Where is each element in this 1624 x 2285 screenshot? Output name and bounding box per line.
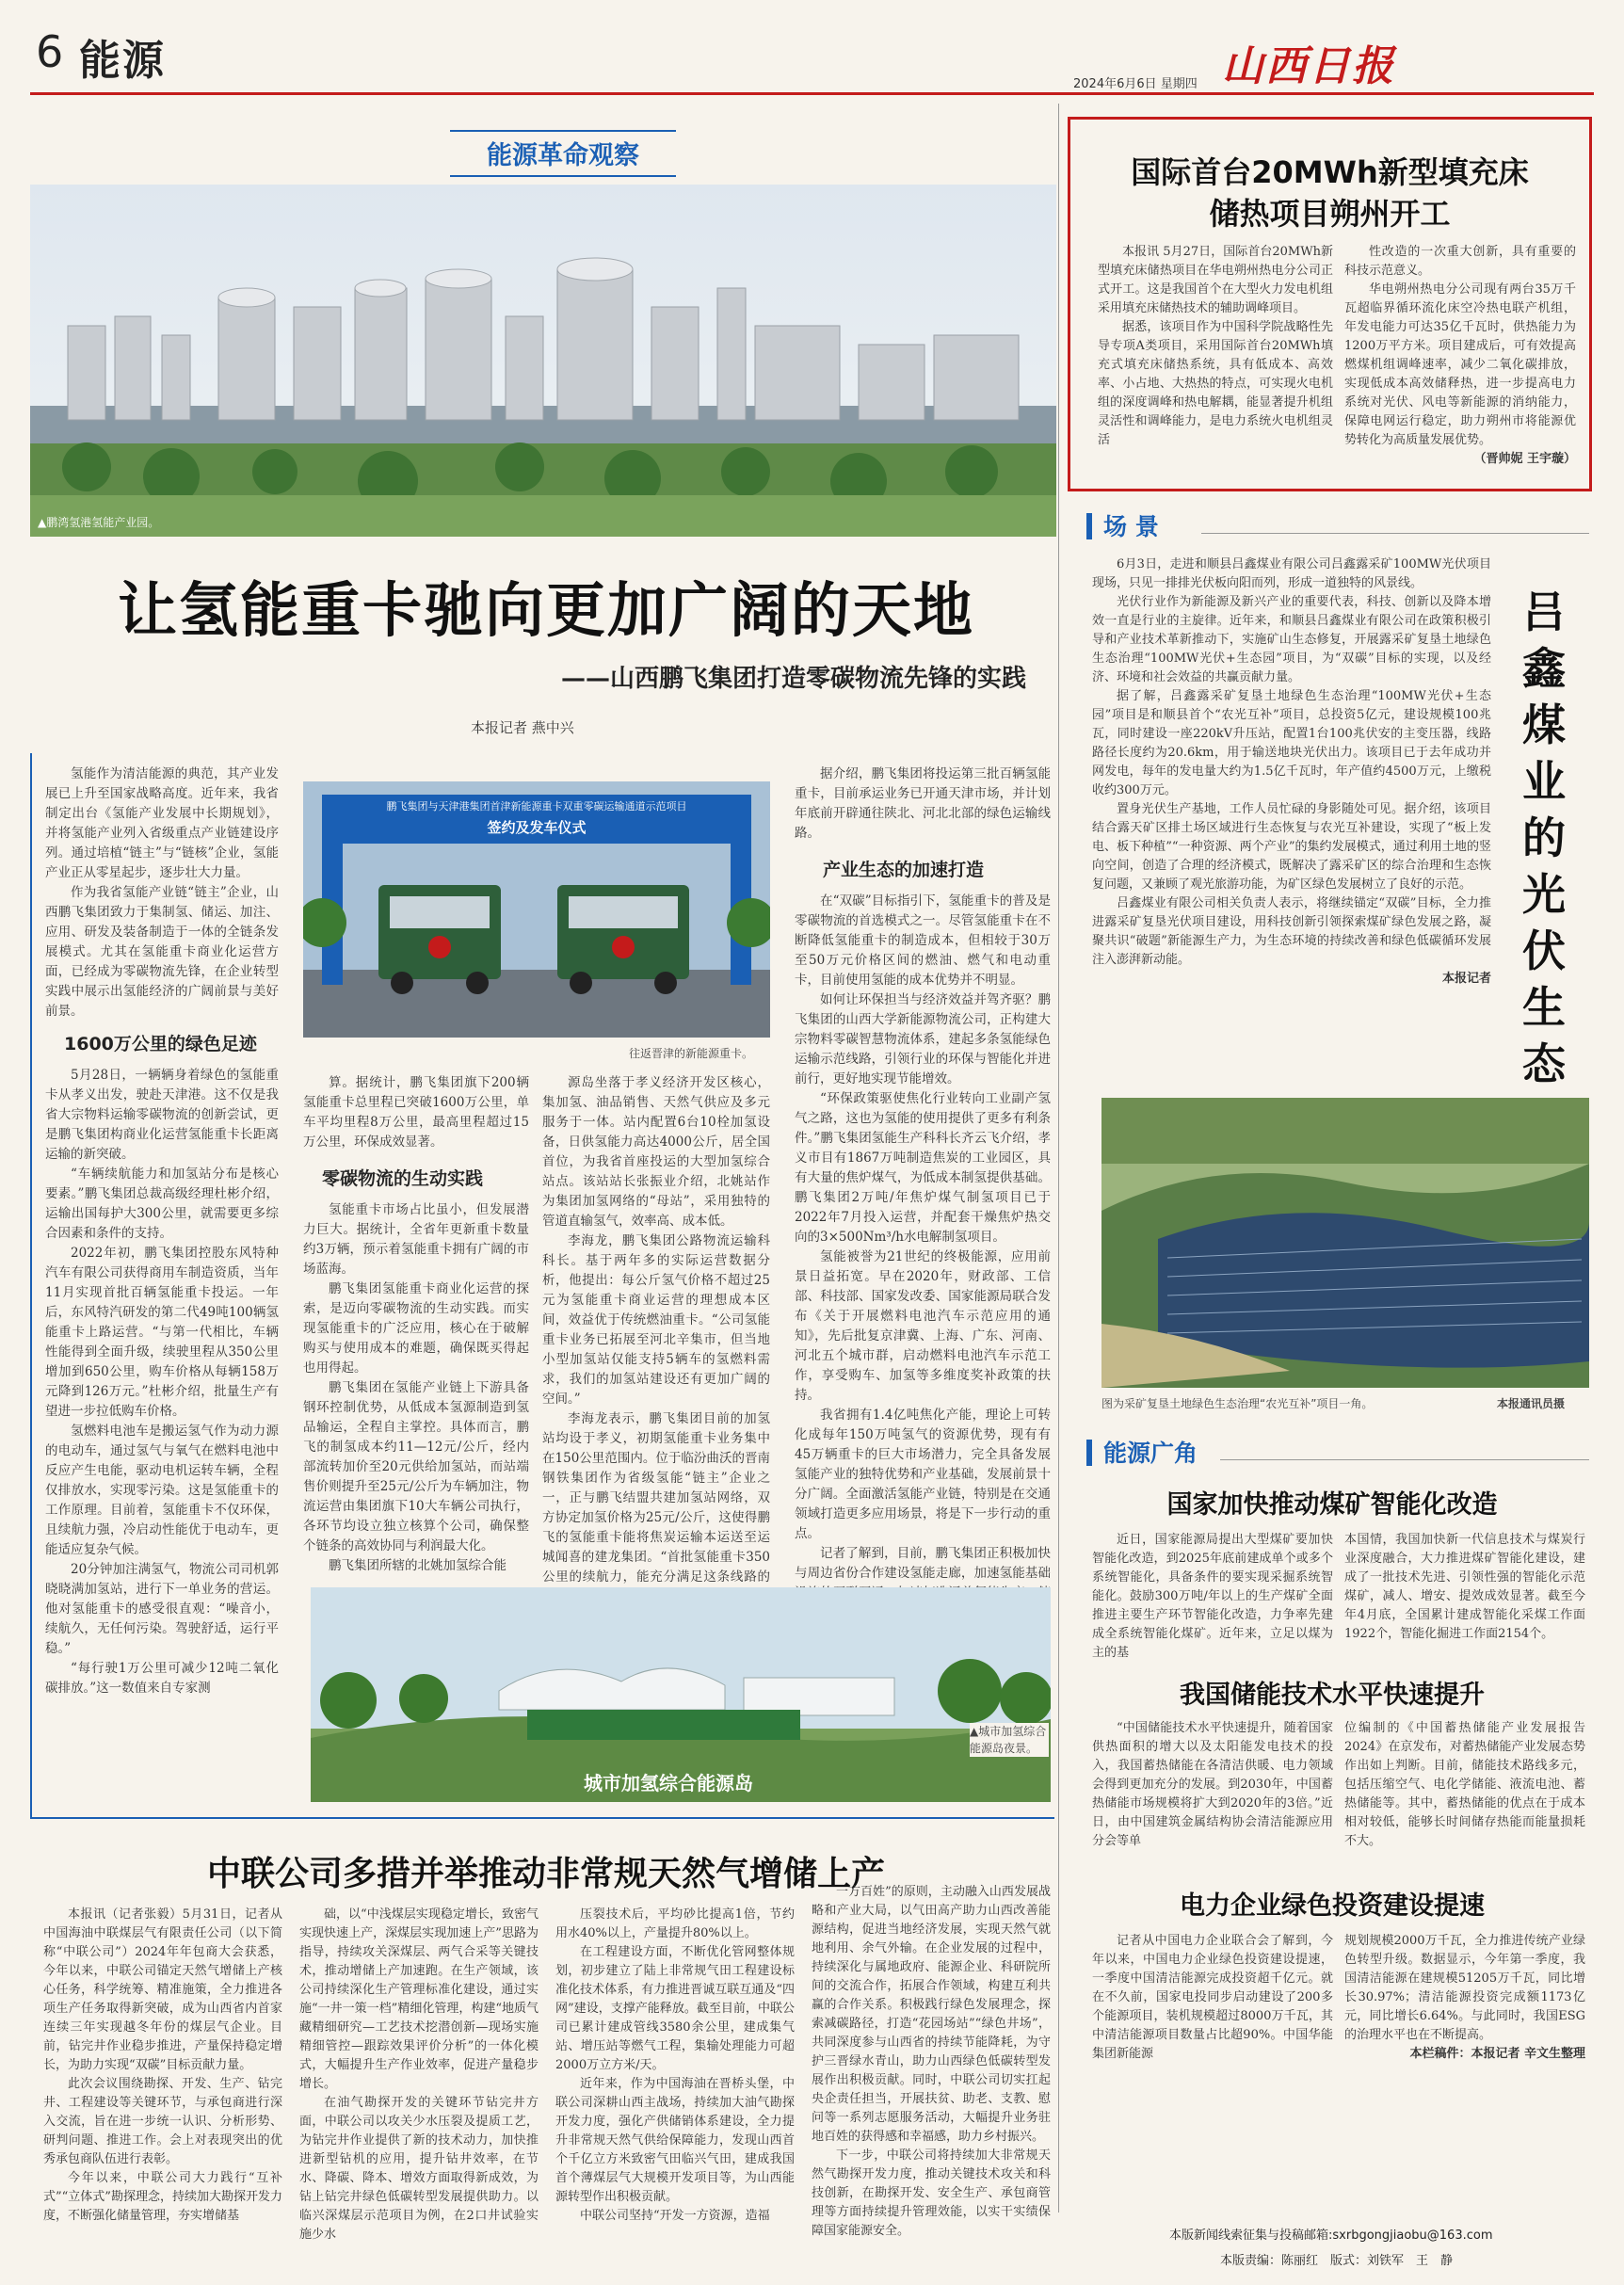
paragraph: 我省拥有1.4亿吨焦化产能，理论上可转化成每年150万吨氢气的资源优势，现有有45万辆重卡的巨大市场潜力，完全具备发展氢能产业的独特优势和产业基础，发展前景十分广阔。全面激活氢能产业链，特别是在交通领域打造更多应用场景，将是下一步行动的重点。 — [795, 1408, 1051, 1541]
box-byline: （晋帅妮 王宇璇） — [1473, 452, 1576, 466]
scene-body — [1092, 555, 1491, 989]
main-col-3 — [542, 1073, 770, 1607]
box-headline-line2: 储热项目朔州开工 — [1209, 196, 1451, 232]
paragraph: 据悉，该项目作为中国科学院战略性先导专项A类项目，采用国际首台20MWh填充式填充床储热系统，具有低成本、高效率、小占地、大热热的特点，可实现火电机组的深度调峰和热电解耦，能显著提升机组灵活性和调峰能力，是电力系统火电机组灵活 — [1098, 320, 1333, 447]
paragraph: 据介绍，鹏飞集团将投运第三批百辆氢能重卡，目前承运业务已开通天津市场，并计划年底前开辟通往陕北、河北北部的绿色运输线路。 — [795, 766, 1051, 841]
main-article-left-rule — [30, 753, 32, 1817]
paragraph: 作为我省氢能产业链“链主”企业，山西鹏飞集团致力于集制氢、储运、加注、应用、研发及装备制造于一体的全链条发展模式。尤其在氢能重卡商业化运营方面，已经成为零碳物流先锋，在企业转型实践中展示出氢能经济的广阔前景与美好前景。 — [45, 885, 279, 1019]
box-headline-line1: 国际首台20MWh新型填充床 — [1131, 154, 1529, 190]
item2-col2 — [1344, 1719, 1585, 1851]
column-divider — [1058, 104, 1059, 2213]
paragraph: 氢能重卡市场占比虽小，但发展潜力巨大。据统计，全省年更新重卡数量约3万辆，预示着氢能重卡拥有广阔的市场蓝海。 — [303, 1202, 529, 1277]
item1-col2-text: 本国情，我国加快新一代信息技术与煤炭行业深度融合，大力推进煤矿智能化建设，建成了一批技术先进、引领性强的智能化示范煤矿，减人、增安、提效成效显著。截至今年4月底，全国累计建成智能化采煤工作面1922个，智能化掘进工作面2154个。 — [1344, 1533, 1585, 1641]
masthead-rule — [30, 92, 1594, 95]
main-col-4 — [795, 764, 1051, 1643]
truck-photo-caption: 往返晋津的新能源重卡。 — [629, 1047, 754, 1060]
paragraph: 李海龙表示，鹏飞集团目前的加氢站均设于孝义，初期氢能重卡业务集中在150公里范围内。位于临汾曲沃的晋南钢铁集团作为省级氢能“链主”企业之一，正与鹏飞结盟共建加氢站网络，双方协定加氢价格为25元/公斤，这使得鹏飞的氢能重卡能将焦炭运输本运送至运城闻喜的建龙集团。“首批氢能重卡350公里的续航力，能充分满足这条线路的 — [542, 1411, 770, 1585]
truck-photo — [303, 781, 770, 1038]
solar-photo — [1101, 1098, 1589, 1388]
hydrogen-park-image — [30, 185, 1056, 537]
main-subheadline: ——山西鹏飞集团打造零碳物流先锋的实践 — [560, 665, 1026, 693]
item3-col2 — [1344, 1932, 1585, 2064]
paragraph: 鹏飞集团氢能重卡商业化运营的探索，是迈向零碳物流的生动实践。而实现氢能重卡的广泛应用，核心在于破解购买与使用成本的难题，确保既买得起也用得起。 — [303, 1281, 529, 1376]
energy-square-tag-bar — [1086, 1440, 1092, 1466]
item1-col2 — [1344, 1531, 1585, 1644]
section-title: 能源 — [79, 37, 166, 85]
energy-square-rule — [1220, 1459, 1589, 1460]
item3-col1-text: 记者从中国电力企业联合会了解到，今年以来，中国电力企业绿色投资建设提速，一季度中国清洁能源完成投资超千亿元。就在不久前，国家电投同步启动建设了200多个能源项目，装机规模超过8000万千瓦，其中清洁能源项目数量占比超90%。中国华能集团新能源 — [1092, 1934, 1333, 2061]
paragraph: 鹏飞集团在氢能产业链上下游具备钢环控制优势，从低成本氢源制造到氢品输运，全程自主掌控。具体而言，鹏飞的制氢成本约11—12元/公斤，经内部流转加价至20元供给加氢站，而站端售价则提升至25元/公斤为车辆加注，物流运营由集团旗下10大车辆公司执行，各环节均设立独立核算个公司，确保整个链条的高效协同与利润最大化。 — [303, 1380, 529, 1553]
paragraph: 压裂技术后，平均砂比提高1倍，节约用水40%以上，产量提升80%以上。 — [555, 1907, 795, 1940]
gas-col-3 — [555, 1906, 795, 2226]
paragraph: 今年以来，中联公司大力践行“互补式”“立体式”勘探理念，持续加大勘探开发力度，不断强化储量管理，夯实增储基 — [43, 2171, 282, 2223]
main-article-bottom-rule — [30, 1817, 1054, 1819]
issue-date: 2024年6月6日 星期四 — [1073, 77, 1198, 91]
paragraph: 鹏飞集团所辖的北姚加氢综合能 — [329, 1558, 506, 1573]
paper-logo: 山西日报 — [1222, 42, 1395, 90]
footer-hotline: 本版新闻线索征集与投稿邮箱:sxrbgongjiaobu@163.com — [1169, 2229, 1493, 2243]
energy-island-caption: ▲城市加氢综合能源岛夜景。 — [970, 1723, 1049, 1757]
column-tag-label: 能源革命观察 — [487, 141, 639, 170]
solar-photo-credit: 本报通讯员摄 — [1497, 1397, 1566, 1410]
item1-col1-text: 近日，国家能源局提出大型煤矿要加快智能化改造，到2025年底前建成单个或多个系统智能化，具备条件的要实现采掘系统智能化。鼓励300万吨/年以上的生产煤矿全面推进主要生产环节智能化改造，力争率先建成全系统智能化煤矿。近年来，立足以煤为主的基 — [1092, 1533, 1333, 1660]
main-col-2 — [303, 1073, 529, 1576]
paragraph: 6月3日，走进和顺县吕鑫煤业有限公司吕鑫露采矿100MW光伏项目现场，只见一排排光伏板向阳而列，形成一道独特的风景线。 — [1092, 557, 1491, 590]
paragraph: 源岛坐落于孝义经济开发区核心，集加氢、油品销售、天然气供应及多元服务于一体。站内配置6台10栓加氢设备，日供氢能力高达4000公斤，居全国首位，为我省首座投运的大型加氢综合站点。该站站长张振业介绍，北姚站作为集团加氢网络的“母站”，采用独特的管道直输氢气，效率高、成本低。 — [542, 1075, 770, 1229]
gas-col-4 — [812, 1883, 1051, 2241]
paragraph: 算。据统计，鹏飞集团旗下200辆氢能重卡总里程已突破1600万公里，单车平均里程8万公里，最高里程超过15万公里，环保成效显著。 — [303, 1075, 529, 1150]
box-col-1 — [1098, 243, 1333, 450]
paragraph: 吕鑫煤业有限公司相关负责人表示，将继续锚定“双碳”目标，全力推进露采矿复垦光伏项目建设，用科技创新引领探索煤矿绿色发展之路，凝聚共识“破题”新能源生产力，为生态环境的持续改善和绿色低碳循环发展注入澎湃新动能。 — [1092, 896, 1491, 967]
paragraph: 一方百姓”的原则，主动融入山西发展战略和产业大局，以气田高产助力山西改善能源结构，促进当地经济发展，实现天然气就地利用、余气外输。在企业发展的过程中，持续深化与属地政府、能源企业、科研院所间的交流合作，拓展合作领域，构建互利共赢的合作关系。积极践行绿色发展理念，探索减碳路径，打造“花园场站”“绿色井场”，共同深度参与山西省的持续节能降耗，为守护三晋绿水青山，助力山西绿色低碳转型发展作出积极贡献。同时，中联公司切实扛起央企责任担当，开展扶贫、助老、支教、慰问等一系列志愿服务活动，大幅提升业务驻地百姓的获得感和幸福感，助力乡村振兴。 — [812, 1885, 1051, 2144]
paragraph: 在油气勘探开发的关键环节钻完井方面，中联公司以攻关少水压裂及提质工艺，为钻完井作业提供了新的技术动力，加快推进新型钻机的应用，提升钻井效率，在节水、降碳、降本、增效方面取得新成效，为钻上钻完井绿色低碳转型发展提供助力。以临兴深煤层示范项目为例，在2口井试验实施少水 — [299, 2096, 539, 2242]
solar-farm-image — [1101, 1098, 1589, 1388]
paragraph: 氢能被誉为21世纪的终极能源，应用前景日益拓宽。早在2020年，财政部、工信部、科技部、国家发改委、国家能源局联合发布《关于开展燃料电池汽车示范应用的通知》，先后批复京津冀、上海、广东、河南、河北五个城市群，启动燃料电池汽车示范工作，享受购车、加氢等多维度奖补政策的扶持。 — [795, 1249, 1051, 1403]
item3-headline: 电力企业绿色投资建设提速 — [1180, 1891, 1485, 1921]
truck-banner-line2: 签约及发车仪式 — [487, 819, 587, 836]
paragraph: 2022年初，鹏飞集团控股东风特种汽车有限公司获得商用车制造资质，当年11月实现首批百辆氢能重卡投运。一年后，东风特汽研发的第二代49吨100辆氢能重卡上路运营。“与第一代相比，车辆性能得到全面升级，续驶里程从350公里增加到650公里，购车价格从每辆158万元降到126万元。”杜彬介绍，批量生产有望进一步拉低购车价格。 — [45, 1246, 279, 1419]
footer-editors: 本版责编：陈丽红 版式：刘铁军 王 静 — [1220, 2254, 1454, 2268]
paragraph: 氢燃料电池车是搬运氢气作为动力源的电动车，通过氢气与氧气在燃料电池中反应产生电能，驱动电机运转车辆，全程仅排放水，实现零污染。这是氢能重卡的工作原理。目前着，氢能重卡不仅环保，且续航力强，冷启动性能优于电动车，更能适应复杂气候。 — [45, 1424, 279, 1557]
energy-square-tag — [1086, 1435, 1198, 1469]
hero-photo-caption: ▲鹏湾氢港氢能产业园。 — [38, 516, 160, 529]
paragraph: 本报讯（记者张毅）5月31日，记者从中国海油中联煤层气有限责任公司（以下简称“中联公司”）2024年年包商大会获悉，今年以来，中联公司锚定天然气增储上产核心任务，科学统筹、精准施策，全力推进各项生产任务取得新突破，成为山西省内首家连续三年实现越冬年份的煤层气企业。目前，钻完井作业稳步推进，产量保持稳定增长，为助力实现“双碳”目标贡献力量。 — [43, 1907, 282, 2072]
paragraph: 在工程建设方面，不断优化管网整体规划，初步建立了陆上非常规气田工程建设标准化技术体系，有力推进晋诚互联互通及“四网”建设，支撑产能释放。截至目前，中联公司已累计建成管线3580余公里，建成集气站、增压站等燃气工程，集输处理能力可超2000万立方米/天。 — [555, 1945, 795, 2072]
page-number: 6 — [36, 26, 64, 77]
item2-col1-text: “中国储能技术水平快速提升，随着国家供热面积的增大以及太阳能发电技术的投入，我国蓄热储能在各清洁供暖、电力领域会得到更加充分的发展。到2030年，中国蓄热储能市场规模将扩大到2020年的3倍。”近日，由中国建筑金属结构协会清洁能源应用分会等单 — [1092, 1721, 1333, 1848]
paragraph: 置身光伏生产基地，工作人员忙碌的身影随处可见。据介绍，该项目结合露天矿区排土场区域进行生态恢复与农光互补建设，实现了“板上发电、板下种植”“一种资源、两个产业”的集约发展模式，通过利用土地的竖向空间，创造了合理的经济模式，既解决了露采矿区的综合治理和生态恢复问题，又兼顾了观光旅游功能，为矿区绿色发展树立了良好的示范。 — [1092, 802, 1491, 892]
item3-col2-text: 规划规模2000万千瓦，全力推进传统产业绿色转型升级。数据显示，今年第一季度，我国清洁能源在建规模51205万千瓦，同比增长30.97%；清洁能源投资完成额1173亿元，同比增长6.64%。与此同时，我国ESG的治理水平也在不断提高。 — [1344, 1934, 1585, 2042]
gas-col-2 — [299, 1906, 539, 2245]
paragraph: 中联公司坚持“开发一方资源，造福 — [580, 2209, 770, 2223]
paragraph: 近年来，作为中国海油在晋桥头堡，中联公司深耕山西主战场，持续加大油气勘探开发力度，强化产供储销体系建设，全力提升非常规天然气供给保障能力，发现山西首个千亿立方米致密气田临兴气田，建成我国首个薄煤层气大规模开发项目等，为山西能源转型作出积极贡献。 — [555, 2077, 795, 2204]
truck-banner-line1: 鹏飞集团与天津港集团首津新能源重卡双重零碳运输通道示范项目 — [386, 800, 687, 813]
gas-headline: 中联公司多措并举推动非常规天然气增储上产 — [206, 1854, 885, 1893]
paragraph: 氢能作为清洁能源的典范，其产业发展已上升至国家战略高度。近年来，我省制定出台《氢能产业发展中长期规划》，并将氢能产业列入省级重点产业链建设序列。通过培植“链主”与“链核”企业，氢能产业正从零星起步，逐步壮大力量。 — [45, 766, 279, 880]
paragraph: 下一步，中联公司将持续加大非常规天然气勘探开发力度，推动关键技术攻关和科技创新，在勘探开发、安全生产、承包商管理等方面持续提升管理效能，以实干实绩保障国家能源安全。 — [812, 2148, 1051, 2238]
scene-tag-label: 场 景 — [1103, 513, 1159, 540]
item1-col1 — [1092, 1531, 1333, 1663]
main-headline: 让氢能重卡驰向更加广阔的天地 — [118, 575, 974, 645]
paragraph: 本报讯 5月27日，国际首台20MWh新型填充床储热项目在华电朔州热电分公司正式开工。这是我国首个在大型火力发电机组采用填充床储热技术的辅助调峰项目。 — [1098, 245, 1333, 315]
item2-col2-text: 位编制的《中国蓄热储能产业发展报告2024》在京发布，对蓄热储能产业发展态势作出如上判断。目前，储能技术路线多元，包括压缩空气、电化学储能、液流电池、蓄热储能等。其中，蓄热储能的优点在于成本相对较低，能够长时间储存热能而能量损耗不大。 — [1344, 1721, 1585, 1848]
paragraph: 性改造的一次重大创新，具有重要的科技示范意义。 — [1344, 245, 1576, 278]
paragraph: 记者了解到，目前，鹏飞集团正积极加快与周边省份合作建设氢能走廊，加速氢能基础 — [795, 1546, 1051, 1581]
paragraph: 20分钟加注满氢气，物流公司司机郭晓晓满加氢站，进行下一单业务的营运。他对氢能重卡的感受很直观：“噪音小，续航久，无任何污染。驾驶舒适，运行平稳。” — [45, 1562, 279, 1656]
scene-tag-bar — [1086, 513, 1092, 539]
subhead-zero-carbon: 零碳物流的生动实践 — [322, 1168, 484, 1189]
paragraph: 如何让环保担当与经济效益并驾齐驱？鹏飞集团的山西大学新能源物流公司，正构建大宗物料零碳智慧物流体系，建起多条氢能绿色运输示范线路，引领行业的环保与智能化并进前行，更好地实现节能增效。 — [795, 992, 1051, 1086]
hero-photo — [30, 185, 1056, 537]
main-col-1 — [45, 764, 279, 1698]
item2-headline: 我国储能技术水平快速提升 — [1180, 1681, 1485, 1710]
subhead-green-footprint: 1600万公里的绿色足迹 — [64, 1034, 257, 1054]
paragraph: 5月28日，一辆辆身着绿色的氢能重卡从孝义出发，驶赴天津港。这不仅是我省大宗物料运输零碳物流的创新尝试，更是鹏飞集团构商业化运营氢能重卡长距离运输的新突破。 — [45, 1068, 279, 1162]
box-col-2 — [1344, 243, 1576, 469]
gas-col-1 — [43, 1906, 282, 2226]
solar-photo-caption: 图为采矿复垦土地绿色生态治理“农光互补”项目一角。 — [1101, 1397, 1374, 1410]
energy-square-tag-label: 能源广角 — [1103, 1440, 1198, 1467]
paragraph: “环保政策驱使焦化行业转向工业副产氢气之路，这也为氢能的使用提供了更多有利条件。”鹏飞集团氢能生产科科长齐云飞介绍，孝义市目有1867万吨制造焦炭的工业园区，具有大量的焦炉煤气，为低成本制氢提供基础。鹏飞集团2万吨/年焦炉煤气制氢项目已于2022年7月投入运营，并配套干燥焦炉热交向的3×500Nm³/h水电解制氢项目。 — [795, 1091, 1051, 1245]
paragraph: 在“双碳”目标指引下，氢能重卡的普及是零碳物流的首选模式之一。尽管氢能重卡在不断降低氢能重卡的制造成本，但相较于30万至50万元价格区间的燃油、燃气和电动重卡，目前使用氢能的成本优势并不明显。 — [795, 893, 1051, 988]
energy-island-sign: 城市加氢综合能源岛 — [584, 1772, 753, 1794]
paragraph: 华电朔州热电分公司现有两台35万千瓦超临界循环流化床空冷热电联产机组，年发电能力可达35亿千瓦时，供热能力为1200万平方米。项目建成后，可有效提高燃煤机组调峰速率，减少二氧化碳排放，实现低成本高效储释热，进一步提高电力系统对光伏、风电等新能源的消纳能力，保障电网运行稳定，助力朔州市将能源优势转化为高质量发展优势。 — [1344, 282, 1576, 447]
paragraph: 李海龙，鹏飞集团公路物流运输科科长。基于两年多的实际运营数据分析，他提出：每公斤氢气价格不超过25元为氢能重卡商业运营的理想成本区间，效益优于传统燃油重卡。“公司氢能重卡业务已拓展至河北辛集市，但当地小型加氢站仅能支持5辆车的氢燃料需求，我们的加氢站建设还有更加广阔的空间。” — [542, 1233, 770, 1407]
scene-tag — [1086, 508, 1159, 542]
paragraph: 光伏行业作为新能源及新兴产业的重要代表，科技、创新以及降本增效一直是行业的主旋律。近年来，和顺县吕鑫煤业有限公司在政策积极引导和产业技术革新推动下，实施矿山生态修复，开展露采矿复垦土地绿色生态治理“100MW光伏+生态园”项目，为“双碳”目标的实现，以及经济、环境和社会效益的共赢贡献力量。 — [1092, 595, 1491, 684]
scene-vertical-title: 吕鑫煤业的光伏生态 — [1522, 587, 1566, 1089]
paragraph: 础，以“中浅煤层实现稳定增长，致密气实现快速上产，深煤层实现加速上产”思路为指导，持续攻关深煤层、两气合采等关键技术，推动增储上产加速跑。在生产领域，该公司持续深化生产管理标准化建设，通过实施“一井一策一档”精细化管理，构建“地质气藏精细研究—工艺技术挖潜创新—现场实施精细管控—跟踪效果评价分析”的一体化模式，大幅提升生产作业效率，促进产量稳步增长。 — [299, 1907, 539, 2091]
subhead-industrial-ecology: 产业生态的加速打造 — [823, 860, 985, 880]
paragraph: 据了解，吕鑫露采矿复垦土地绿色生态治理“100MW光伏+生态园”项目是和顺县首个“农光互补”项目，总投资5亿元，建设规模100兆瓦，同时建设一座220kV升压站，配置1台100兆伏安的主变压器，线路路径长度约为20.6km，用于输送地块光伏出力。该项目已于去年成功并网发电，每年的发电量大约为1.5亿千瓦时，年产值约4500万元，上缴税收约300万元。 — [1092, 689, 1491, 797]
paragraph: 此次会议围绕勘探、开发、生产、钻完井、工程建设等关键环节，与承包商进行深入交流，旨在进一步统一认识、分析形势、研判问题、推进工作。会上对表现突出的优秀承包商队伍进行表彰。 — [43, 2077, 282, 2166]
main-byline: 本报记者 燕中兴 — [471, 719, 574, 736]
item1-headline: 国家加快推动煤矿智能化改造 — [1166, 1490, 1498, 1520]
paragraph: “车辆续航能力和加氢站分布是核心要素。”鹏飞集团总裁高级经理杜彬介绍，运输出国每护大300公里，就需要更多综合因素和条件的支持。 — [45, 1167, 279, 1241]
scene-tag-rule — [1201, 533, 1589, 534]
item3-byline: 本栏稿件：本报记者 辛文生整理 — [1409, 2047, 1585, 2061]
energy-island-photo — [311, 1587, 1051, 1802]
scene-byline: 本报记者 — [1441, 972, 1491, 986]
item2-col1 — [1092, 1719, 1333, 1851]
paragraph: “每行驶1万公里可减少12吨二氧化碳排放。”这一数值来自专家测 — [45, 1661, 279, 1696]
item3-col1 — [1092, 1932, 1333, 2064]
